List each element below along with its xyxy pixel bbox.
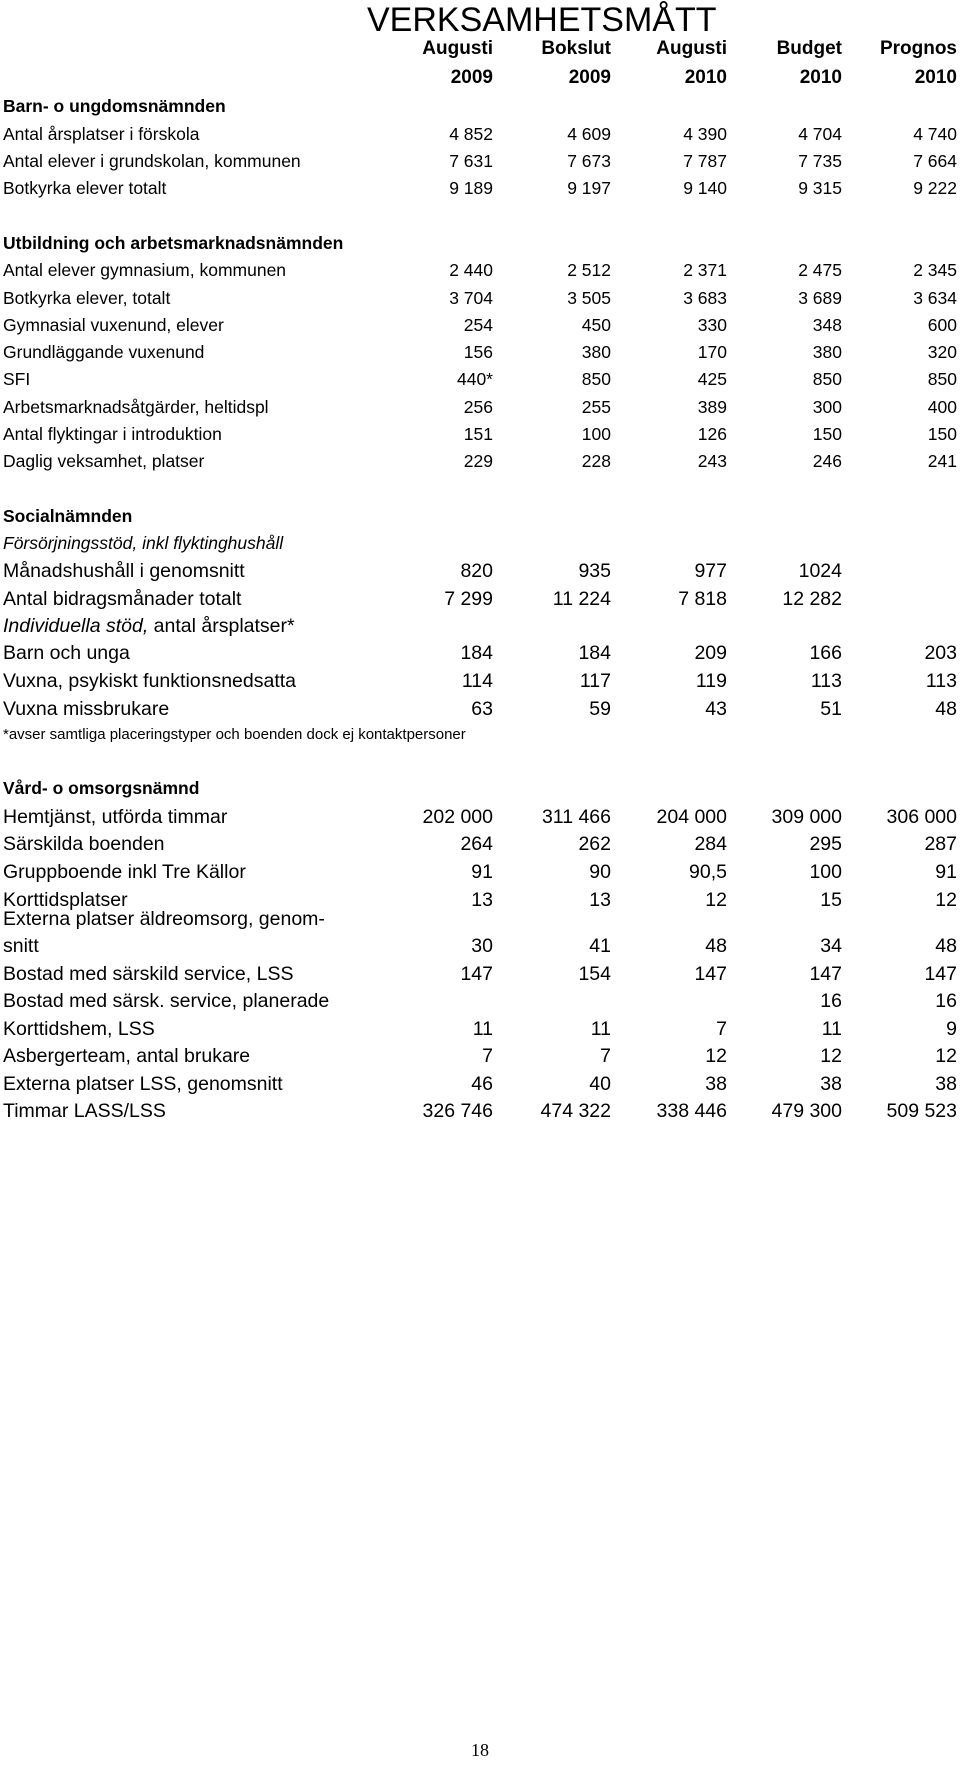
cell-value: 113 [925,670,957,692]
cell-value: 12 [705,889,727,911]
cell-value: 100 [809,861,842,883]
cell-value: 450 [581,315,611,335]
subsection-heading [0,611,960,641]
cell-value: 147 [694,963,727,985]
cell-value: 11 [590,1018,611,1040]
cell-value: 850 [581,369,611,389]
column-header-year: 2010 [799,67,842,88]
row-label: Månadshushåll i genomsnitt [3,560,245,582]
cell-value: 209 [694,642,727,664]
column-header-year: 2010 [684,67,727,88]
cell-value: 338 446 [656,1100,727,1122]
cell-value: 246 [812,451,842,471]
cell-value: 7 818 [678,588,727,610]
cell-value: 2 440 [449,260,493,280]
cell-value: 348 [812,315,842,335]
row-label: Botkyrka elever, totalt [3,288,171,308]
cell-value: 91 [471,861,493,883]
cell-value: 309 000 [771,806,842,828]
page-title: VERKSAMHETSMÅTT [367,1,717,39]
row-label: Arbetsmarknadsåtgärder, heltidspl [3,397,269,417]
cell-value: 126 [697,424,727,444]
cell-value: 48 [705,935,727,957]
row-label: Antal årsplatser i förskola [3,124,200,144]
table-row [0,364,960,394]
section-heading [0,773,960,803]
table-row [0,584,960,614]
cell-value: 3 505 [567,288,611,308]
subsection-heading-italic: Individuella stöd, [3,615,149,637]
table-row [0,959,960,989]
row-label: Timmar LASS/LSS [3,1100,166,1122]
row-label: Korttidshem, LSS [3,1018,155,1040]
row-label: Externa platser LSS, genomsnitt [3,1073,283,1095]
section-heading-text: Utbildning och arbetsmarknadsnämnden [3,233,344,253]
table-row [0,857,960,887]
cell-value: 7 [600,1045,611,1067]
cell-value: 3 704 [449,288,493,308]
cell-value: 228 [581,451,611,471]
cell-value: 326 746 [422,1100,493,1122]
subsection-heading-rest: antal årsplatser* [148,615,295,637]
cell-value: 320 [927,342,957,362]
section-heading-text: Barn- o ungdomsnämnden [3,96,226,116]
row-label: Gymnasial vuxenund, elever [3,315,224,335]
table-row [0,666,960,696]
cell-value: 9 315 [798,178,842,198]
cell-value: 113 [810,670,842,692]
cell-value: 243 [697,451,727,471]
row-label: Korttidsplatser [3,889,128,911]
cell-value: 12 [935,1045,957,1067]
cell-value: 202 000 [422,806,493,828]
table-row [0,802,960,832]
cell-value: 46 [471,1073,493,1095]
cell-value: 400 [927,397,957,417]
cell-value: 90 [589,861,611,883]
cell-value: 91 [935,861,957,883]
row-label: SFI [3,369,31,389]
cell-value: 15 [820,889,842,911]
cell-value: 935 [578,560,611,582]
table-row [0,283,960,313]
cell-value: 63 [471,698,493,720]
cell-value: 184 [460,642,493,664]
cell-value: 11 [821,1018,842,1040]
cell-value: 295 [809,833,842,855]
table-row [0,173,960,203]
table-row [0,255,960,285]
column-header-label: Augusti [422,38,493,59]
row-label: Bostad med särsk. service, planerade [3,990,330,1012]
footnote-text: *avser samtliga placeringstyper och boenden dock ej kontaktpersoner [3,726,466,743]
cell-value: 40 [589,1073,611,1095]
table-row [0,119,960,149]
row-label: Barn och unga [3,642,130,664]
cell-value: 509 523 [886,1100,957,1122]
cell-value: 820 [460,560,493,582]
row-label: Antal flyktingar i introduktion [3,424,222,444]
cell-value: 850 [812,369,842,389]
section-heading [0,501,960,531]
column-header-label: Prognos [879,38,957,59]
table-row [0,986,960,1016]
row-label: Vuxna missbrukare [3,698,170,720]
cell-value: 154 [578,963,611,985]
table-row [0,638,960,668]
row-label: Asbergerteam, antal brukare [3,1045,251,1067]
cell-value: 380 [581,342,611,362]
cell-value: 1024 [798,560,842,582]
cell-value: 3 634 [913,288,957,308]
cell-value: 977 [694,560,727,582]
cell-value: 389 [697,397,727,417]
cell-value: 11 224 [552,588,611,610]
section-heading-text: Socialnämnden [3,506,133,526]
cell-value: 150 [927,424,957,444]
table-row [0,1014,960,1044]
table-row [0,1041,960,1071]
cell-value: 41 [589,935,611,957]
cell-value: 170 [697,342,727,362]
row-label: Hemtjänst, utförda timmar [3,806,228,828]
cell-value: 2 512 [567,260,611,280]
column-header-year: 2010 [914,67,957,88]
cell-value: 7 631 [449,151,493,171]
row-label: Botkyrka elever totalt [3,178,167,198]
cell-value: 425 [697,369,727,389]
cell-value: 9 189 [449,178,493,198]
cell-value: 255 [581,397,611,417]
table-row [0,146,960,176]
table-row [0,694,960,724]
cell-value: 13 [471,889,493,911]
cell-value: 147 [460,963,493,985]
cell-value: 166 [809,642,842,664]
cell-value: 600 [927,315,957,335]
row-label: Vuxna, psykiskt funktionsnedsatta [3,670,297,692]
cell-value: 9 197 [567,178,611,198]
row-label: Antal elever gymnasium, kommunen [3,260,287,280]
cell-value: 7 299 [444,588,493,610]
footnote [0,722,960,752]
cell-value: 114 [461,670,493,692]
cell-value: 30 [471,935,493,957]
cell-value: 9 [946,1018,957,1040]
cell-value: 9 222 [913,178,957,198]
cell-value: 306 000 [886,806,957,828]
section-heading [0,91,960,121]
row-label: Daglig veksamhet, platser [3,451,205,471]
cell-value: 38 [935,1073,957,1095]
cell-value: 300 [812,397,842,417]
row-label: Grundläggande vuxenund [3,342,205,362]
cell-value: 11 [472,1018,493,1040]
cell-value: 12 [820,1045,842,1067]
table-row [0,1096,960,1126]
table-row [0,392,960,422]
cell-value: 7 [716,1018,727,1040]
table-row [0,337,960,367]
cell-value: 241 [927,451,957,471]
cell-value: 9 140 [683,178,727,198]
cell-value: 380 [812,342,842,362]
subsection-heading-text: Försörjningsstöd, inkl flyktinghushåll [3,533,284,553]
page-number: 18 [471,1740,489,1760]
row-label: Externa platser äldreomsorg, genom- [3,908,325,930]
row-label: Särskilda boenden [3,833,165,855]
cell-value: 4 740 [913,124,957,144]
table-row-label-line [0,907,960,932]
cell-value: 16 [820,990,842,1012]
cell-value: 100 [581,424,611,444]
cell-value: 264 [460,833,493,855]
column-header-label: Budget [776,38,842,59]
cell-value: 7 787 [683,151,727,171]
cell-value: 51 [820,698,842,720]
table-row [0,419,960,449]
cell-value: 34 [820,935,842,957]
row-label: Gruppboende inkl Tre Källor [3,861,246,883]
column-header-year: 2009 [450,67,493,88]
subsection-heading [0,528,960,558]
subsection-heading-text [3,611,295,641]
cell-value: 203 [924,642,957,664]
cell-value: 204 000 [656,806,727,828]
cell-value: 43 [705,698,727,720]
cell-value: 7 664 [913,151,957,171]
section-heading [0,228,960,258]
cell-value: 156 [463,342,493,362]
cell-value: 229 [463,451,493,471]
cell-value: 151 [463,424,493,444]
table-row [0,556,960,586]
cell-value: 7 735 [798,151,842,171]
table-row [0,1069,960,1099]
cell-value: 147 [924,963,957,985]
cell-value: 474 322 [540,1100,611,1122]
cell-value: 38 [820,1073,842,1095]
cell-value: 48 [935,698,957,720]
cell-value: 287 [924,833,957,855]
cell-value: 479 300 [771,1100,842,1122]
cell-value: 12 [935,889,957,911]
cell-value: 7 673 [567,151,611,171]
column-header-label: Bokslut [541,38,611,59]
column-header-year: 2009 [568,67,611,88]
cell-value: 59 [589,698,611,720]
cell-value: 2 371 [683,260,727,280]
cell-value: 119 [695,670,727,692]
section-heading-text: Vård- o omsorgsnämnd [3,778,200,798]
cell-value: 12 [705,1045,727,1067]
cell-value: 256 [463,397,493,417]
cell-value: 254 [463,315,493,335]
cell-value: 48 [935,935,957,957]
row-label-continuation: snitt [3,935,39,957]
cell-value: 2 345 [913,260,957,280]
row-label: Antal elever i grundskolan, kommunen [3,151,301,171]
cell-value: 90,5 [689,861,727,883]
cell-value: 3 689 [798,288,842,308]
column-header-label: Augusti [656,38,727,59]
table-row [0,931,960,961]
cell-value: 3 683 [683,288,727,308]
cell-value: 284 [694,833,727,855]
cell-value: 311 466 [541,806,611,828]
table-row [0,829,960,859]
cell-value: 13 [589,889,611,911]
cell-value: 4 609 [567,124,611,144]
cell-value: 4 704 [798,124,842,144]
cell-value: 16 [935,990,957,1012]
row-label: Bostad med särskild service, LSS [3,963,294,985]
cell-value: 147 [809,963,842,985]
cell-value: 850 [927,369,957,389]
table-row [0,310,960,340]
row-label: Antal bidragsmånader totalt [3,588,242,610]
cell-value: 2 475 [798,260,842,280]
cell-value: 150 [812,424,842,444]
cell-value: 184 [578,642,611,664]
cell-value: 440* [456,369,493,389]
cell-value: 4 390 [683,124,727,144]
cell-value: 7 [482,1045,493,1067]
cell-value: 4 852 [449,124,493,144]
table-row [0,446,960,476]
cell-value: 330 [697,315,727,335]
cell-value: 12 282 [782,588,842,610]
cell-value: 38 [705,1073,727,1095]
cell-value: 262 [578,833,611,855]
cell-value: 117 [579,670,611,692]
